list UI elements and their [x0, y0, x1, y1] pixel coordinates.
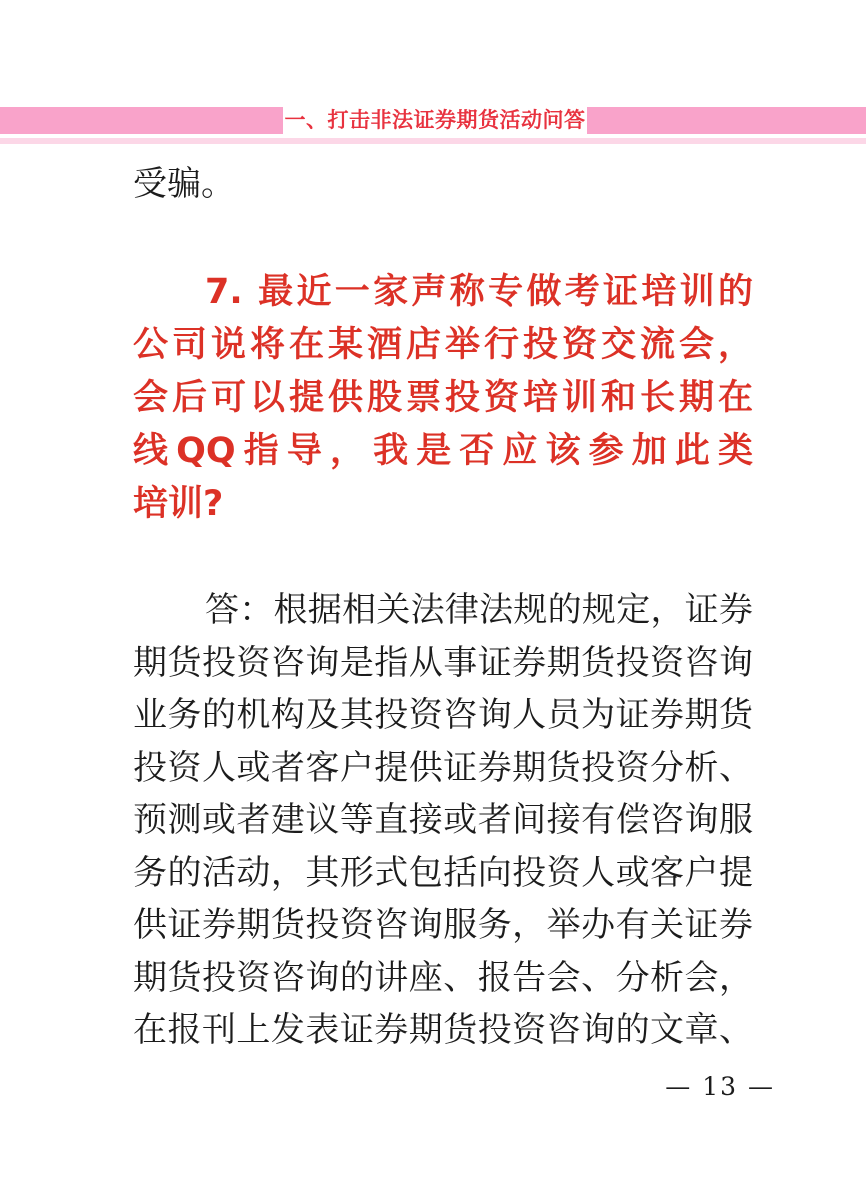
page-number: — 13 — [665, 1072, 775, 1101]
running-head [0, 107, 866, 134]
answer-line: 在报刊上发表证券期货投资咨询的文章、 [133, 1010, 753, 1050]
question-line: 公司说将在某酒店举行投资交流会， [133, 325, 753, 365]
answer-paragraph [133, 584, 753, 1057]
header-left-bar [0, 107, 283, 134]
answer-line: 业务的机构及其投资咨询人员为证券期货 [133, 695, 753, 735]
answer-line: 期货投资咨询的讲座、报告会、分析会， [133, 957, 753, 998]
answer-line: 投资人或者客户提供证券期货投资分析、 [133, 747, 753, 788]
answer-line: 预测或者建议等直接或者间接有偿咨询服 [133, 800, 753, 840]
question-line: 会后可以提供股票投资培训和长期在 [133, 378, 753, 418]
answer-line: 期货投资咨询是指从事证券期货投资咨询 [133, 642, 753, 683]
header-right-bar [587, 107, 866, 134]
question-line: 线QQ指导，我是否应该参加此类 [133, 431, 753, 471]
answer-line: 务的活动，其形式包括向投资人或客户提 [133, 852, 753, 893]
question-line: 培训? [133, 484, 224, 524]
answer-line: 答：根据相关法律法规的规定，证券 [205, 590, 753, 630]
question-heading [133, 266, 753, 531]
intro-paragraph: 受骗。 [133, 164, 235, 204]
header-underline [0, 138, 866, 144]
answer-line: 供证券期货投资咨询服务，举办有关证券 [133, 905, 753, 945]
question-line: 7. 最近一家声称专做考证培训的 [205, 272, 753, 312]
chapter-title: 一、打击非法证券期货活动问答 [284, 108, 586, 132]
